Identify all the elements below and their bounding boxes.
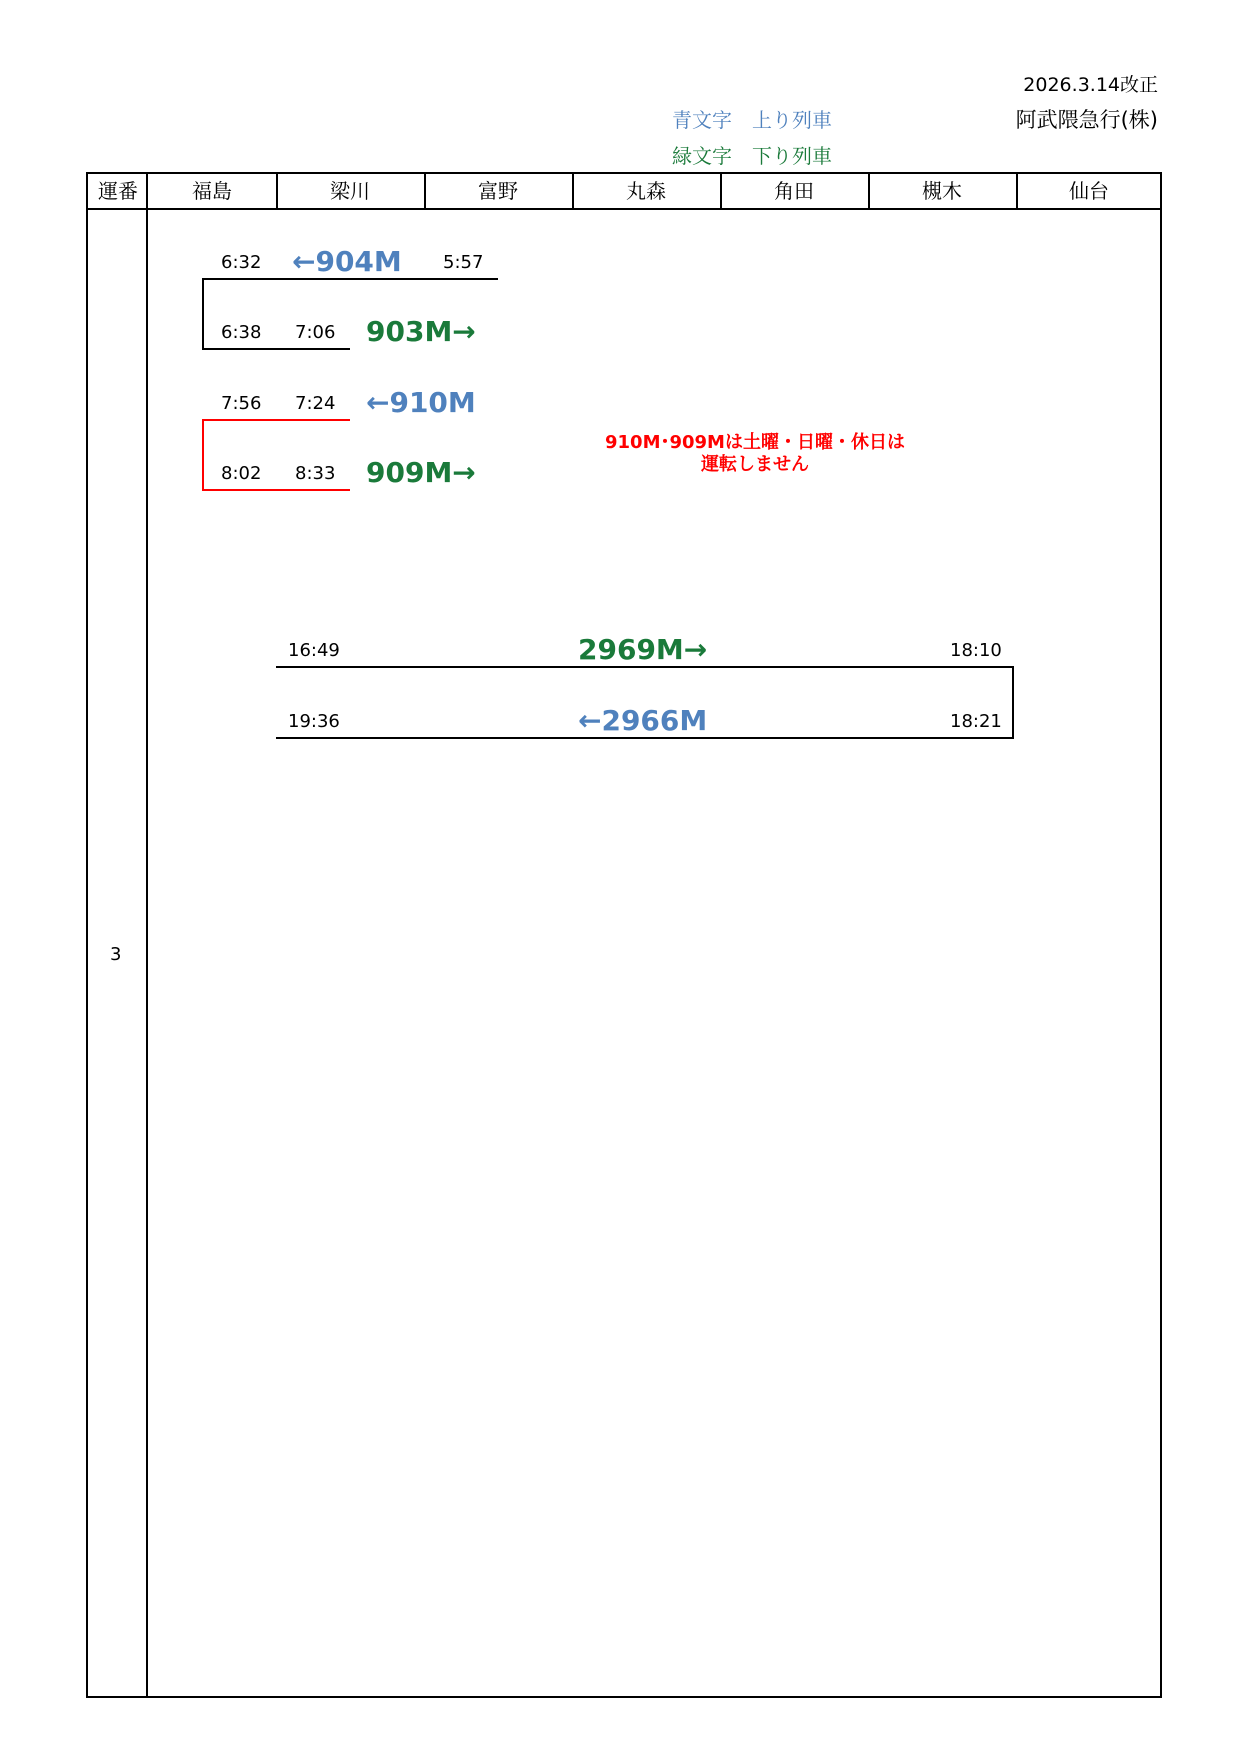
time-903m-yanagawa: 7:06 [295, 322, 336, 343]
weekend-note [580, 432, 930, 476]
train-909m-label: 909M→ [366, 456, 476, 489]
turnaround-connector-evening [1012, 666, 1014, 738]
col-divider [572, 174, 574, 208]
run-column-divider [146, 174, 148, 1696]
company-name: 阿武隈急行(株) [1015, 108, 1158, 132]
train-2969m-label: 2969M→ [578, 633, 708, 666]
col-header-tsukinoki: 槻木 [922, 179, 962, 203]
legend-up: 青文字 上り列車 [672, 108, 832, 132]
time-904m-tomino: 5:57 [443, 252, 484, 273]
train-903m-label: 903M→ [366, 315, 476, 348]
run-number: 3 [110, 944, 122, 965]
col-header-sendai: 仙台 [1069, 179, 1109, 203]
col-divider [424, 174, 426, 208]
turnaround-connector-weekday [202, 419, 204, 491]
train-904m-label: ←904M [292, 245, 402, 278]
time-910m-yanagawa: 7:24 [295, 393, 336, 414]
turnaround-connector [202, 278, 204, 350]
legend-down: 緑文字 下り列車 [672, 144, 832, 168]
col-divider [276, 174, 278, 208]
col-divider [720, 174, 722, 208]
train-line-2969m [276, 666, 1014, 668]
train-2966m-label: ←2966M [578, 704, 708, 737]
time-909m-yanagawa: 8:33 [295, 463, 336, 484]
col-divider [1016, 174, 1018, 208]
col-header-run: 運番 [98, 179, 138, 203]
time-909m-fukushima: 8:02 [221, 463, 262, 484]
time-2969m-tsukinoki: 18:10 [950, 640, 1002, 661]
col-header-marumori: 丸森 [626, 179, 666, 203]
time-2966m-tsukinoki: 18:21 [950, 711, 1002, 732]
time-2966m-yanagawa: 19:36 [288, 711, 340, 732]
time-910m-fukushima: 7:56 [221, 393, 262, 414]
train-line-904m [202, 278, 498, 280]
train-910m-label: ←910M [366, 386, 476, 419]
time-903m-fukushima: 6:38 [221, 322, 262, 343]
col-divider [868, 174, 870, 208]
col-header-fukushima: 福島 [192, 179, 232, 203]
time-904m-fukushima: 6:32 [221, 252, 262, 273]
train-line-910m [202, 419, 350, 421]
col-header-tomino: 富野 [478, 179, 518, 203]
col-header-yanagawa: 梁川 [330, 179, 370, 203]
train-line-909m [202, 489, 350, 491]
train-line-903m [202, 348, 350, 350]
col-header-kakuda: 角田 [774, 179, 814, 203]
time-2969m-yanagawa: 16:49 [288, 640, 340, 661]
revision-date: 2026.3.14改正 [1023, 74, 1158, 96]
weekend-note-line1: 910M･909Mは土曜・日曜・休日は [605, 432, 905, 453]
weekend-note-line2: 運転しません [701, 454, 809, 475]
train-line-2966m [276, 737, 1014, 739]
header-divider [88, 208, 1160, 210]
